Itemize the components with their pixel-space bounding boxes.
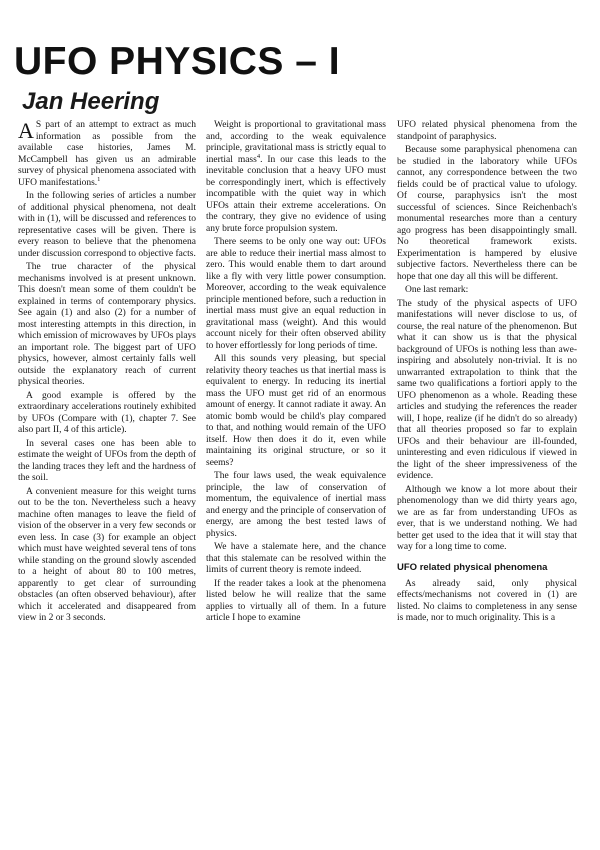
text-column-1 <box>18 120 196 835</box>
paragraph: In several cases one has been able to estimate the weight of UFOs from the depth of the landing traces they left and the hardness of the soil. <box>18 438 196 483</box>
paragraph: All this sounds very pleasing, but special relativity theory teaches us that inertial mass is equivalent to energy. In reducing its inertial mass the UFO must get rid of an enormous amount of energy. It cannot radiate it away. An atomic bomb would be child's play compared to that, and nothing would remain of the UFO itself. How then does it do it, even while maintaining its original structure, or so it seems? <box>206 354 386 468</box>
text-column-2 <box>206 120 386 835</box>
paragraph: UFO related physical phenomena from the standpoint of paraphysics. <box>397 120 577 142</box>
paragraph: There seems to be only one way out: UFOs are able to reduce their inertial mass almost to zero. This would enable them to dart around like a fly with very little power consumption. Moreover, according to the weak equivalence principle mentioned before, such a reduction in inertial mass must give an equal reduction in gravitational mass (weight). And this would account nicely for their often observed ability to hover effortlessly for long periods of time. <box>206 237 386 351</box>
section-heading: UFO related physical phenomena <box>397 561 548 573</box>
paragraph: The true character of the physical mechanisms involved is at present unknown. This doesn't mean some of them couldn't be explained in terms of contemporary physics. See again (1) and also (2) for a number of most interesting attempts in this direction, in which emission of microwaves by UFOs plays an important role. The biggest part of UFO physics, however, almost certainly falls well outside the explanatory reach of current physical theories. <box>18 262 196 387</box>
paragraph: The four laws used, the weak equivalence principle, the law of conservation of momentum, the equivalence of inertial mass and energy and the principle of conservation of energy, are among the best tested laws of physics. <box>206 471 386 539</box>
paragraph: A good example is offered by the extraordinary accelerations routinely exhibited by UFOs (Compare with (1), chapter 7. See also part II, 4 of this article). <box>18 390 196 435</box>
paragraph: In the following series of articles a number of additional physical phenomena, not dealt with in (1), will be discussed and references to representative cases will be given. There is every reason to believe that the phenomena under discussion correspond to objective facts. <box>18 191 196 259</box>
article-title: UFO PHYSICS – I <box>14 40 341 83</box>
paragraph: As already said, only physical effects/mechanisms not covered in (1) are listed. No claims to completeness in any sense is made, nor to much originality. This is a <box>397 578 577 623</box>
footnote-ref: 4 <box>256 152 261 160</box>
drop-cap: A <box>18 120 34 143</box>
paragraph: Weight is proportional to gravitational mass and, according to the weak equivalence principle, gravitational mass is strictly equal to inertial mass$^4$. In our case this leads to the inevitable conclusion that a heavy UFO must be correspondingly inert, which is effectively incompatible with the quiet way in which UFOs attain their extreme accelerations. On the contrary, they give no evidence of using any brute force propulsion system. <box>206 120 386 234</box>
paragraph: Although we know a lot more about their phenomenology than we did thirty years ago, we are as far from understanding UFOs as ever, that is we understand nothing. We had better get used to the idea that it will stay that way for a long time to come. <box>397 484 577 552</box>
paragraph: A S part of an attempt to extract as much information as possible from the available case histories, James M. McCampbell has given us an admirable survey of physical phenomena associated with UFO manifestations.$^1$ <box>18 120 196 188</box>
paragraph: We have a stalemate here, and the chance that this stalemate can be resolved within the limits of current theory is remote indeed. <box>206 542 386 575</box>
paragraph: A convenient measure for this weight turns out to be the ton. Nevertheless such a heavy machine often manages to leave the field of vision of the observer in a very few seconds or even less. In case (3) for example an object which must have weighted several tens of tons while standing on the ground slowly ascended to a height of about 80 to 100 metres, apparently to get clear of surrounding obstacles (an often observed behaviour), after which it accelerated and disappeared from view in 2 or 3 seconds. <box>18 486 196 623</box>
paragraph: Because some paraphysical phenomena can be studied in the laboratory while UFOs cannot, any correspondence between the two fields could be of practical value to ufology. Of course, paraphysics isn't the most successful of sciences. Since Reichenbach's monumental researches more than a century ago progress has been disappointingly small. No theoretical framework exists. Experimentation is hampered by elusive subjective factors. Nevertheless there can be hope that one day all this will be different. <box>397 145 577 282</box>
footnote-ref: 1 <box>97 175 101 183</box>
paragraph: One last remark: <box>405 285 469 295</box>
paragraph: The study of the physical aspects of UFO manifestations will never disclose to us, of course, the real nature of the phenomenon. But what it can show us is that the physical background of UFOs is nothing less than awe-inspiring and absolutely non-trivial. It is no unwarranted extrapolation to think that the same two qualifications a fortiori apply to the UFO phenomenon as a whole. Reading these articles and studying the references the reader will, I hope, realize (if he didn't do so already) that all theories proposed so far to explain UFOs and their behaviour are ill-founded, uninteresting and even ridiculous if viewed in the light of the sheer impressiveness of the evidence. <box>397 298 577 481</box>
text-column-3 <box>397 120 577 835</box>
paragraph: If the reader takes a look at the phenomena listed below he will realize that the same applies to virtually all of them. In a future article I hope to examine <box>206 578 386 623</box>
article-author: Jan Heering <box>22 88 160 115</box>
